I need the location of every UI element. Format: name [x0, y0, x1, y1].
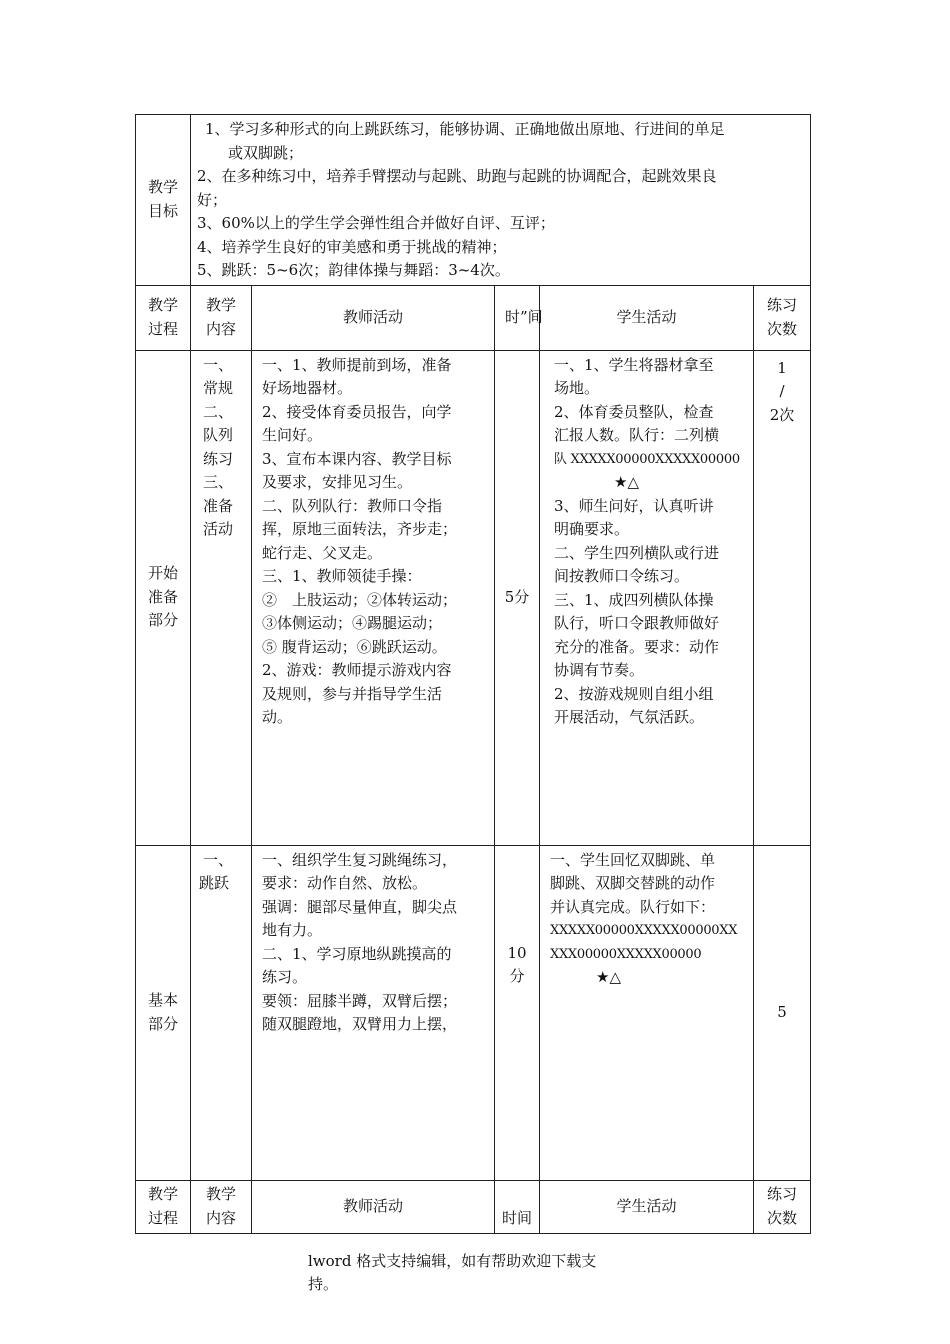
section-start-content: [191, 350, 252, 845]
teacher-line: ② 上肢运动；②体转运动；: [262, 590, 458, 609]
section-start-student: [540, 350, 754, 845]
student-line: 开展活动，气氛活跃。: [554, 708, 705, 726]
header-time: 时间: [495, 1180, 540, 1233]
lesson-plan-table: [135, 114, 811, 1234]
time-line: 10: [507, 943, 527, 962]
section-start-teacher: [252, 350, 495, 845]
teacher-line: 练习。: [262, 968, 308, 986]
header-student: 学生活动: [540, 1180, 754, 1233]
teacher-line: 二、队列队行：教师口令指: [262, 496, 443, 515]
student-line: 2、体育委员整队，检查: [554, 402, 714, 421]
objectives-cell: [191, 115, 811, 286]
objective-line: 2、在多种练习中，培养手臂摆动与起跳、助跑与起跳的协调配合，起跳效果良: [197, 167, 717, 185]
teacher-line: 2、接受体育委员报告，向学: [262, 402, 452, 421]
header-teacher: 教师活动: [252, 285, 495, 350]
teacher-line: 三、1、教师领徒手操：: [262, 567, 422, 585]
teacher-line: 随双腿蹬地，双臂用力上摆，: [262, 1015, 458, 1033]
section-basic-count: 5: [754, 845, 811, 1180]
content-line: 一、: [203, 355, 234, 374]
header-count: 练习次数: [754, 285, 811, 350]
section-start-label: 开始准备部分: [136, 350, 191, 845]
teacher-line: 动。: [262, 708, 293, 726]
content-line: 活动: [203, 520, 234, 538]
student-line: 间按教师口令练习。: [554, 567, 690, 585]
student-line: 一、1、学生将器材拿至: [554, 355, 714, 374]
objectives-label: 教学目标: [136, 115, 191, 286]
objective-line: 1、学习多种形式的向上跳跃练习，能够协调、正确地做出原地、行进间的单足: [205, 120, 725, 138]
teacher-line: 强调：腿部尽量伸直，脚尖点: [262, 897, 458, 916]
teacher-line: 二、1、学习原地纵跳摸高的: [262, 944, 452, 963]
header-process: 教学过程: [136, 1180, 191, 1233]
objective-line: 3、60%以上的学生学会弹性组合并做好自评、互评；: [197, 214, 555, 232]
time-line: 分: [509, 967, 525, 985]
footer-note: [308, 1250, 638, 1296]
content-line: 练习: [203, 449, 234, 468]
formation-symbols: ★△: [596, 968, 621, 986]
objective-line: 4、培养学生良好的审美感和勇于挑战的精神；: [197, 237, 507, 256]
teacher-line: 3、宣布本课内容、教学目标: [262, 449, 452, 468]
content-line: 一、: [203, 850, 234, 869]
content-line: 队列: [203, 426, 234, 444]
student-line: 脚跳、双脚交替跳的动作: [550, 874, 716, 892]
section-basic-time: [495, 845, 540, 1180]
student-line: 充分的准备。要求：动作: [554, 637, 720, 656]
count-line: 1: [777, 358, 787, 377]
section-basic-label: 基本部分: [136, 845, 191, 1180]
teacher-line: 蛇行走、父叉走。: [262, 543, 383, 562]
teacher-line: 及要求，安排见习生。: [262, 473, 413, 491]
teacher-line: 生问好。: [262, 426, 323, 444]
count-line: 2次: [769, 405, 795, 424]
header-content: 教学内容: [191, 285, 252, 350]
objective-line: 好；: [197, 190, 228, 209]
student-line: 明确要求。: [554, 520, 630, 538]
teacher-line: 及规则，参与并指导学生活: [262, 684, 443, 703]
section-start-count: [754, 350, 811, 845]
table-header-row: [136, 285, 811, 350]
student-line: 汇报人数。队行：二列横: [554, 426, 720, 444]
student-line: 并认真完成。队行如下：: [550, 897, 716, 916]
section-start-row: [136, 350, 811, 845]
table-header-row-bottom: [136, 1180, 811, 1233]
section-basic-student: [540, 845, 754, 1180]
objective-line: 或双脚跳；: [228, 143, 304, 162]
formation-symbols: ★△: [614, 473, 639, 491]
teacher-line: 2、游戏：教师提示游戏内容: [262, 661, 452, 679]
teacher-line: 挥，原地三面转法，齐步走；: [262, 520, 458, 538]
teacher-line: 一、1、教师提前到场，准备: [262, 355, 452, 374]
student-line: XXX00000XXXXX00000: [550, 946, 702, 962]
student-line: XXXXX00000XXXXX00000XX: [550, 923, 738, 938]
header-count: 练习次数: [754, 1180, 811, 1233]
objectives-row: [136, 115, 811, 286]
section-basic-content: [191, 845, 252, 1180]
teacher-line: 要求：动作自然、放松。: [262, 874, 428, 892]
content-line: 三、: [203, 473, 234, 491]
teacher-line: 好场地器材。: [262, 379, 353, 397]
teacher-line: ⑤ 腹背运动；⑥跳跃运动。: [262, 637, 447, 656]
count-line: /: [779, 382, 785, 400]
teacher-line: 地有力。: [262, 921, 323, 939]
header-time: 时”间: [495, 285, 540, 350]
section-basic-row: [136, 845, 811, 1180]
student-line: 2、按游戏规则自组小组: [554, 684, 714, 703]
student-line: 一、学生回忆双脚跳、单: [550, 850, 716, 869]
content-line: 跳跃: [199, 874, 230, 892]
student-line: 3、师生问好，认真听讲: [554, 496, 714, 515]
header-teacher: 教师活动: [252, 1180, 495, 1233]
content-line: 二、: [203, 402, 234, 421]
objective-line: 5、跳跃：5~6次；韵律体操与舞蹈：3~4次。: [197, 261, 510, 279]
footer-line: 持。: [308, 1275, 339, 1293]
teacher-line: 一、组织学生复习跳绳练习，: [262, 850, 458, 869]
student-line: 协调有节奏。: [554, 661, 645, 679]
student-line: 队行，听口令跟教师做好: [554, 614, 720, 632]
section-start-time: 5分: [495, 350, 540, 845]
header-content: 教学内容: [191, 1180, 252, 1233]
student-line: 场地。: [554, 379, 600, 397]
student-line: 队 XXXXX00000XXXXX00000: [554, 451, 740, 467]
section-basic-teacher: [252, 845, 495, 1180]
teacher-line: ③体侧运动；④踢腿运动；: [262, 614, 443, 632]
footer-line: lword 格式支持编辑，如有帮助欢迎下载支: [308, 1252, 597, 1270]
header-student: 学生活动: [540, 285, 754, 350]
student-line: 二、学生四列横队或行进: [554, 543, 720, 562]
header-process: 教学过程: [136, 285, 191, 350]
content-line: 常规: [203, 379, 234, 397]
content-line: 准备: [203, 496, 234, 515]
teacher-line: 要领：屈膝半蹲，双臂后摆；: [262, 991, 458, 1010]
student-line: 三、1、成四列横队体操: [554, 590, 714, 609]
